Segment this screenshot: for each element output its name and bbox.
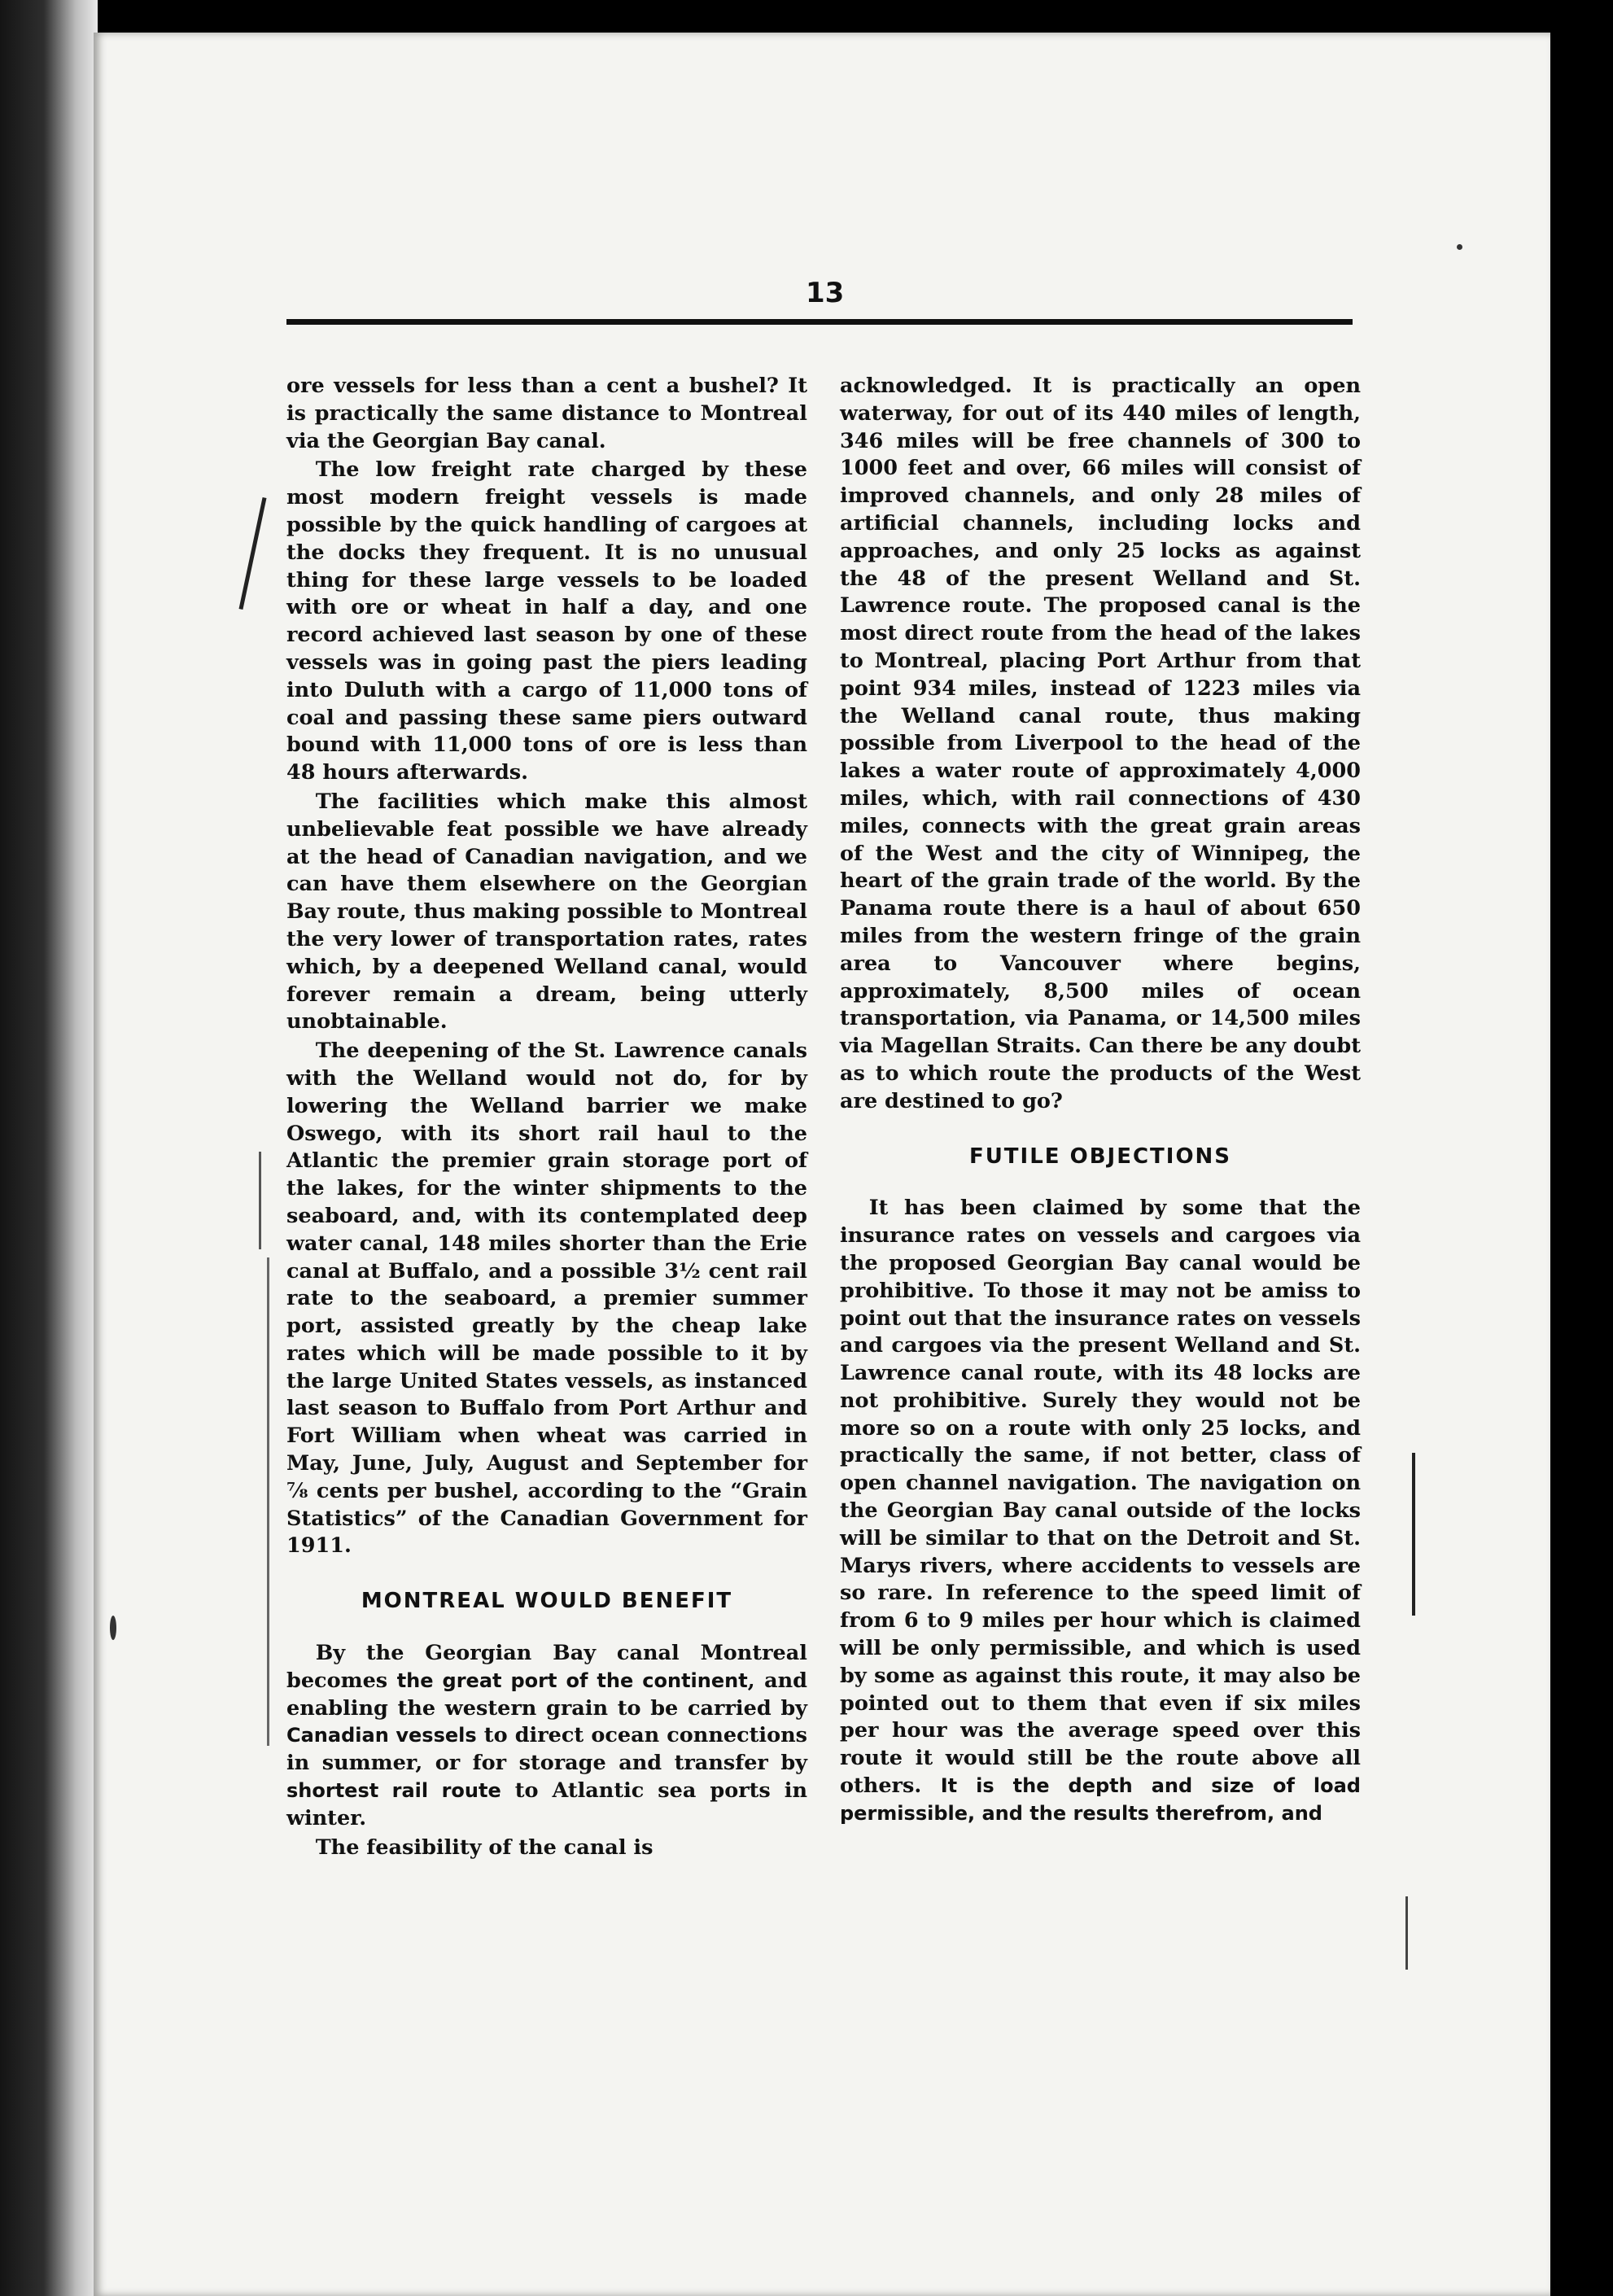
- emphasis: shortest rail route: [286, 1779, 501, 1803]
- scan-speck: [110, 1616, 116, 1640]
- paragraph: [286, 1640, 807, 1833]
- emphasis: Canadian vessels: [286, 1724, 477, 1747]
- section-heading-futile-objections: FUTILE OBJECTIONS: [968, 1144, 1232, 1169]
- paragraph: The facilities which make this almost unbelievable feat possible we have already at the head of Canadian navigation, and we can have them elsewhere on the Georgian Bay route, thus making possible to Montreal the very lower of transportation rates, rates which, by a deepened Welland canal, would forever remain a dream, being utterly unobtainable.: [286, 789, 807, 1034]
- margin-pencil-mark: [1412, 1453, 1415, 1616]
- margin-pencil-mark: [259, 1152, 261, 1249]
- paragraph: The feasibility of the canal is: [315, 1835, 654, 1860]
- emphasis: It is the depth and size of load permissible, and the results therefrom, and: [840, 1774, 1361, 1825]
- paragraph: ore vessels for less than a cent a bushel? It is practically the same distance to Montreal via the Georgian Bay canal.: [286, 374, 807, 453]
- margin-pencil-mark: [267, 1257, 269, 1746]
- header-rule: [286, 319, 1353, 325]
- scan-binding-shadow: [0, 0, 98, 2296]
- page-number: 13: [806, 277, 845, 309]
- text-run: to Atlantic sea ports in winter.: [286, 1778, 807, 1830]
- text-run: By the Georgian Bay canal Montreal becomes: [286, 1641, 807, 1693]
- left-column: [286, 373, 807, 1861]
- paragraph: The low freight rate charged by these most modern freight vessels is made possible by the quick handling of cargoes at the docks they frequent. It is no unusual thing for these large vessels to be loaded with ore or wheat in half a day, and one record achieved last season by one of these vessels was in going past the piers leading into Duluth with a cargo of 11,000 tons of coal and passing these same piers outward bound with 11,000 tons of ore is less than 48 hours afterwards.: [286, 457, 807, 785]
- emphasis: the great port of the continent: [396, 1668, 748, 1692]
- text-run: It has been claimed by some that the insurance rates on vessels and cargoes via the proposed Georgian Bay canal would be prohibitive. To those it may not be amiss to point out that the insurance rates on vessels and cargoes via the present Welland and St. Lawrence canal route, with its 48 locks are not prohibitive. Surely they would not be more so on a route with only 25 locks, and practically the same, if not better, class of open channel navigation. The navigation on the Georgian Bay canal outside of the locks will be similar to that on the Detroit and St. Marys rivers, where accidents to vessels are so rare. In reference to the speed limit of from 6 to 9 miles per hour which is claimed will be only permissible, and which is used by some as against this route, it may also be pointed out to them that even if six miles per hour was the average speed over this route it would still be the route above all others.: [840, 1196, 1361, 1799]
- paragraph: [840, 1195, 1361, 1827]
- right-column: [840, 373, 1361, 1828]
- paragraph: acknowledged. It is practically an open waterway, for out of its 440 miles of length, 346 miles will be free channels of 300 to 1000 feet and over, 66 miles will consist of improved channels, and only 28 miles of artificial channels, including locks and approaches, and only 25 locks as against the 48 of the present Welland and St. Lawrence route. The proposed canal is the most direct route from the head of the lakes to Montreal, placing Port Arthur from that point 934 miles, instead of 1223 miles via the Welland canal route, thus making possible from Liverpool to the head of the lakes a water route of approximately 4,000 miles, which, with rail connections of 430 miles, connects with the great grain areas of the West and the city of Winnipeg, the heart of the grain trade of the world. By the Panama route there is a haul of about 650 miles from the western fringe of the grain area to Vancouver where begins, approximately, 8,500 miles of ocean transportation, via Panama, or 14,500 miles via Magellan Straits. Can there be any doubt as to which route the products of the West are destined to go?: [840, 374, 1361, 1113]
- margin-pencil-mark: [1405, 1896, 1408, 1970]
- text-run: , and enabling the western grain to be carried by: [286, 1668, 807, 1721]
- paragraph: The deepening of the St. Lawrence canals with the Welland would not do, for by lowering the Welland barrier we make Oswego, with its short rail haul to the Atlantic the premier grain storage port of the lakes, for the winter shipments to the seaboard, and, with its contemplated deep water canal, 148 miles shorter than the Erie canal at Buffalo, and a possible 3½ cent rail rate to the seaboard, a premier summer port, assisted greatly by the cheap lake rates which will be made possible to it by the large United States vessels, as instanced last season to Buffalo from Port Arthur and Fort William when wheat was carried in May, June, July, August and September for ⅞ cents per bushel, according to the “Grain Statistics” of the Canadian Government for 1911.: [286, 1039, 807, 1559]
- scan-speck: [1457, 244, 1462, 250]
- section-heading-montreal: MONTREAL WOULD BENEFIT: [361, 1589, 733, 1614]
- text-run: to direct ocean connections in summer, or for storage and transfer by: [286, 1723, 807, 1776]
